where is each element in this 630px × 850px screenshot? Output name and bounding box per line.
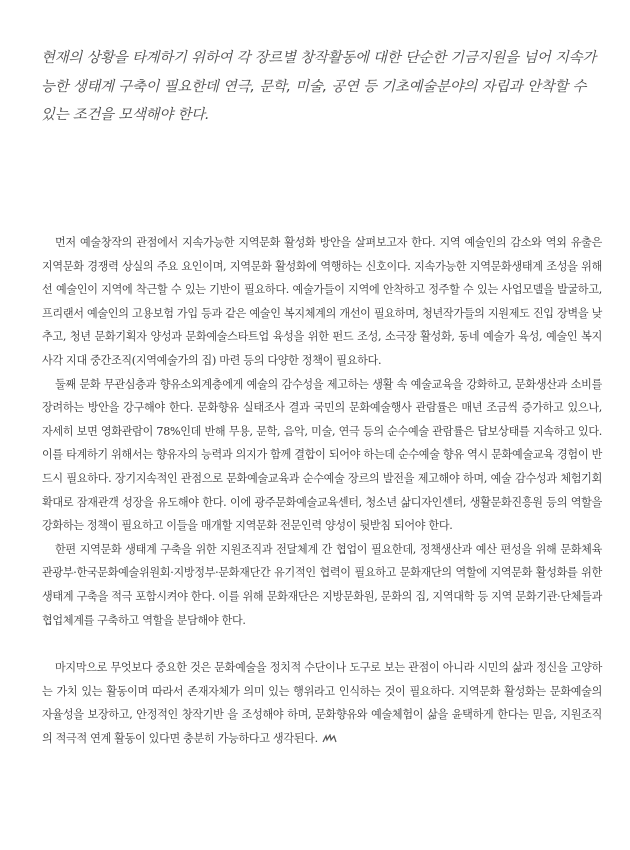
end-mark-icon [322, 734, 337, 743]
pull-quote: 현재의 상황을 타계하기 위하여 각 장르별 창작활동에 대한 단순한 기금지원을 넘어 지속가능한 생태계 구축이 필요한데 연극, 문학, 미술, 공연 등 기초예술분야의 자립과 안착할 수 있는 조건을 모색해야 한다. [41, 50, 597, 123]
paragraph-4-text: 마지막으로 무엇보다 중요한 것은 문화예술을 정치적 수단이나 도구로 보는 관점이 아니라 시민의 삶과 정신을 고양하는 가치 있는 활동이며 따라서 존재자체가 의미 있는 행위라고 인식하는 것이 필요하다. 지역문화 활성화는 문화예술의 자율성을 보장하고, 안정적인 창작기반 을 조성해야 하며, 문화향유와 예술체험이 삶을 윤택하게 한다는 믿음, 지원조직의 적극적 연계 활동이 있다면 충분히 가능하다고 생각된다. [42, 661, 602, 745]
paragraph-1: 먼저 예술창작의 관점에서 지속가능한 지역문화 활성화 방안을 살펴보고자 한다. 지역 예술인의 감소와 역외 유출은 지역문화 경쟁력 상실의 주요 요인이며, 지역문화 활성화에 역행하는 신호이다. 지속가능한 지역문화생태계 조성을 위해선 예술인이 지역에 착근할 수 있는 기반이 필요하다. 예술가들이 지역에 안착하고 정주할 수 있는 사업모델을 발굴하고, 프리랜서 예술인의 고용보험 가입 등과 같은 예술인 복지체계의 개선이 필요하며, 청년작가들의 지원제도 진입 장벽을 낮추고, 청년 문화기획자 양성과 문화예술스타트업 육성을 위한 펀드 조성, 소극장 활성화, 동네 예술가 육성, 예술인 복지사각 지대 중간조직(지역예술가의 집) 마련 등의 다양한 정책이 필요하다. [42, 236, 602, 367]
paragraph-2: 둘째 문화 무관심층과 향유소외계층에게 예술의 감수성을 제고하는 생활 속 예술교육을 강화하고, 문화생산과 소비를 장려하는 방안을 강구해야 한다. 문화향유 실태조사 결과 국민의 문화예술행사 관람률은 매년 조금씩 증가하고 있으나, 자세히 보면 영화관람이 78%인데 반해 무용, 문학, 음악, 미술, 연극 등의 순수예술 관람률은 답보상태를 지속하고 있다. 이를 타계하기 위해서는 향유자의 능력과 의지가 함께 결합이 되어야 하는데 순수예술 향유 역시 문화예술교육 경험이 반드시 필요하다. 장기지속적인 관점으로 문화예술교육과 순수예술 장르의 발전을 제고해야 하며, 예술 감수성과 체험기회 확대로 잠재관객 성장을 유도해야 한다. 이에 광주문화예술교육센터, 청소년 삶디자인센터, 생활문화진흥원 등의 역할을 강화하는 정책이 필요하고 이들을 매개할 지역문화 전문인력 양성이 뒷받침 되어야 한다. [42, 377, 602, 533]
paragraph-4 [42, 656, 602, 750]
paragraph-3: 한편 지역문화 생태계 구축을 위한 지원조직과 전달체계 간 협업이 필요한데, 정책생산과 예산 편성을 위해 문화체육관광부·한국문화예술위원회·지방정부·문화재단간 유기적인 협력이 필요하고 문화재단의 역할에 지역문화 활성화를 위한 생태계 구축을 적극 포함시켜야 한다. 이를 위해 문화재단은 지방문화원, 문화의 집, 지역대학 등 지역 문화기관·단체들과 협업체계를 구축하고 역할을 분담해야 한다. [42, 542, 602, 627]
article-body [42, 231, 602, 750]
